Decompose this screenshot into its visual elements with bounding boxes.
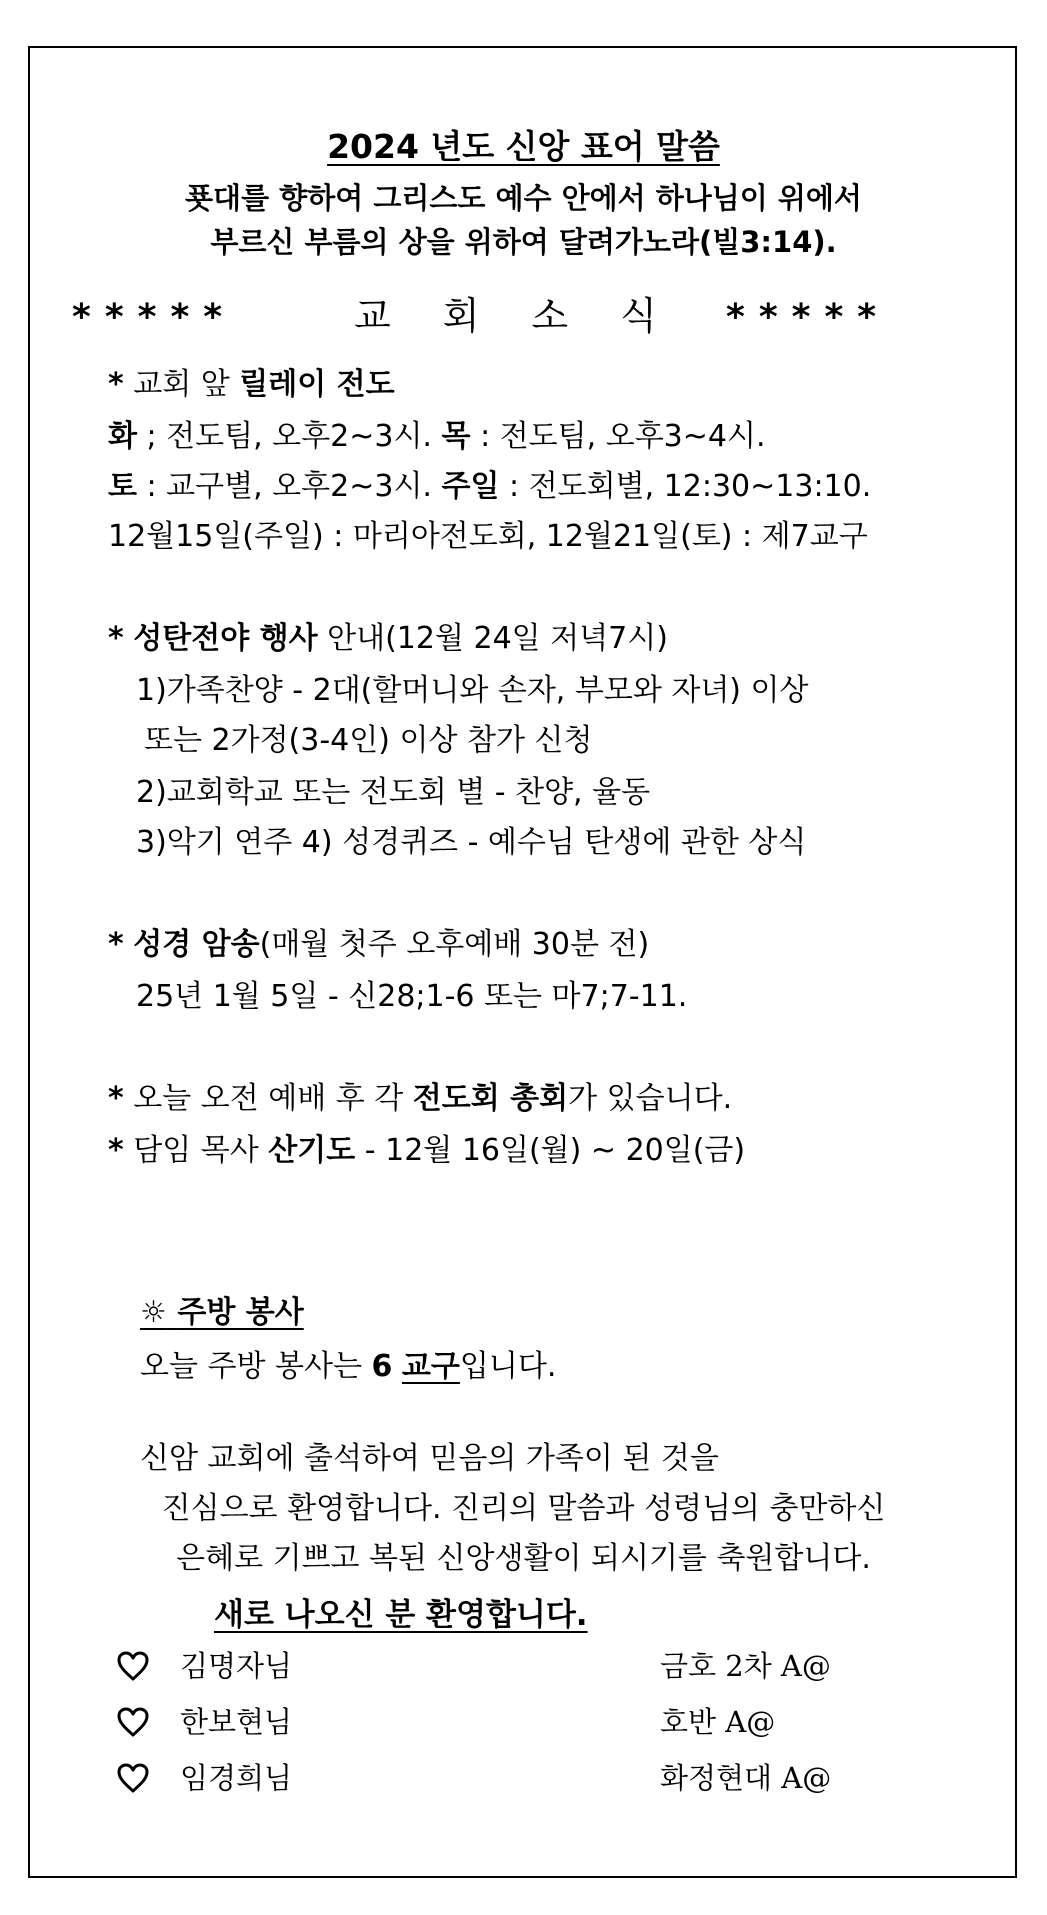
news-title: 교회소식: [354, 294, 709, 338]
notice-prayer-pre: 담임 목사: [133, 1133, 259, 1168]
welcome-line-1: 신암 교회에 출석하여 믿음의 가족이 된 것을: [140, 1441, 719, 1476]
kitchen-heading: [140, 1295, 304, 1330]
notice-assembly-bold: 전도회 총회: [412, 1081, 569, 1116]
thu-day: 목: [441, 419, 471, 454]
notice-assembly-pre: 오늘 오전 예배 후 각: [133, 1081, 404, 1116]
christmas-heading: [108, 621, 668, 656]
welcome-line-2: 진심으로 환영합니다. 진리의 말씀과 성령님의 충만하신: [161, 1491, 886, 1526]
christmas-rest: 안내(12월 24일 저녁7시): [327, 621, 668, 656]
welcome-heading: 새로 나오신 분 환영합니다.: [214, 1597, 588, 1633]
memory-detail: 25년 1월 5일 - 신28;1-6 또는 마7;7-11.: [136, 979, 688, 1014]
memory-bold: 성경 암송: [133, 927, 260, 962]
relay-bold: 릴레이 전도: [239, 367, 395, 402]
newcomer-name-2: 한보현님: [180, 1705, 293, 1739]
notice-prayer: [108, 1133, 746, 1168]
stars-left: *****: [72, 297, 237, 338]
memory-rest: (매월 첫주 오후예배 30분 전): [259, 927, 650, 962]
newcomer-place-1: 금호 2차 A@: [660, 1649, 831, 1683]
christmas-bold: 성탄전야 행사: [133, 621, 318, 656]
christmas-item-1: 1)가족찬양 - 2대(할머니와 손자, 부모와 자녀) 이상: [136, 673, 809, 708]
relay-weekday-line: [108, 419, 766, 454]
relay-weekend-line: [108, 469, 872, 504]
bullet: *: [108, 1081, 124, 1116]
motto-line-2: 부르신 부름의 상을 위하여 달려가노라(빌3:14).: [210, 225, 837, 259]
notice-prayer-post: - 12월 16일(월) ~ 20일(금): [364, 1133, 746, 1168]
heart-icon: [116, 1762, 150, 1794]
kitchen-line: [140, 1349, 557, 1384]
newcomer-name-3: 임경희님: [180, 1761, 293, 1795]
thu-text: : 전도팀, 오후3~4시.: [480, 419, 766, 454]
newcomer-place-3: 화정현대 A@: [660, 1761, 832, 1795]
notice-prayer-bold: 산기도: [268, 1133, 356, 1168]
kitchen-unit: 교구: [401, 1349, 460, 1384]
heart-icon: [116, 1650, 150, 1682]
bullet: *: [108, 367, 124, 402]
stars-right: *****: [726, 297, 891, 338]
bullet: *: [108, 621, 124, 656]
christmas-item-3: 3)악기 연주 4) 성경퀴즈 - 예수님 탄생에 관한 상식: [136, 825, 807, 860]
kitchen-post: 입니다.: [459, 1349, 557, 1384]
bullet: *: [108, 1133, 124, 1168]
heart-icon: [116, 1706, 150, 1738]
relay-lead: 교회 앞: [133, 367, 230, 402]
motto-line-1: 푯대를 향하여 그리스도 예수 안에서 하나님이 위에서: [185, 181, 862, 215]
sun-text: : 전도회별, 12:30~13:10.: [509, 469, 872, 504]
memory-heading: [108, 927, 650, 962]
sat-text: : 교구별, 오후2~3시.: [146, 469, 432, 504]
tue-text: ; 전도팀, 오후2~3시.: [146, 419, 432, 454]
tue-day: 화: [108, 419, 137, 454]
relay-heading: [108, 367, 395, 402]
welcome-line-3: 은혜로 기쁘고 복된 신앙생활이 되시기를 축원합니다.: [176, 1541, 871, 1576]
christmas-item-2: 2)교회학교 또는 전도회 별 - 찬양, 율동: [136, 775, 651, 810]
kitchen-num: 6: [371, 1349, 393, 1384]
kitchen-pre: 오늘 주방 봉사는: [140, 1349, 362, 1384]
christmas-item-1b: 또는 2가정(3-4인) 이상 참가 신청: [144, 723, 593, 758]
sun-day: 주일: [441, 469, 500, 504]
notice-assembly: [108, 1081, 733, 1116]
newcomer-name-1: 김명자님: [180, 1649, 293, 1683]
sun-icon: ☼: [140, 1295, 167, 1330]
relay-schedule: 12월15일(주일) : 마리아전도회, 12월21일(토) : 제7교구: [108, 519, 868, 554]
bullet: *: [108, 927, 124, 962]
sat-day: 토: [108, 469, 137, 504]
notice-assembly-post: 가 있습니다.: [568, 1081, 733, 1116]
newcomer-place-2: 호반 A@: [660, 1705, 776, 1739]
kitchen-title: 주방 봉사: [177, 1295, 304, 1330]
motto-title: 2024 년도 신앙 표어 말씀: [327, 127, 720, 166]
